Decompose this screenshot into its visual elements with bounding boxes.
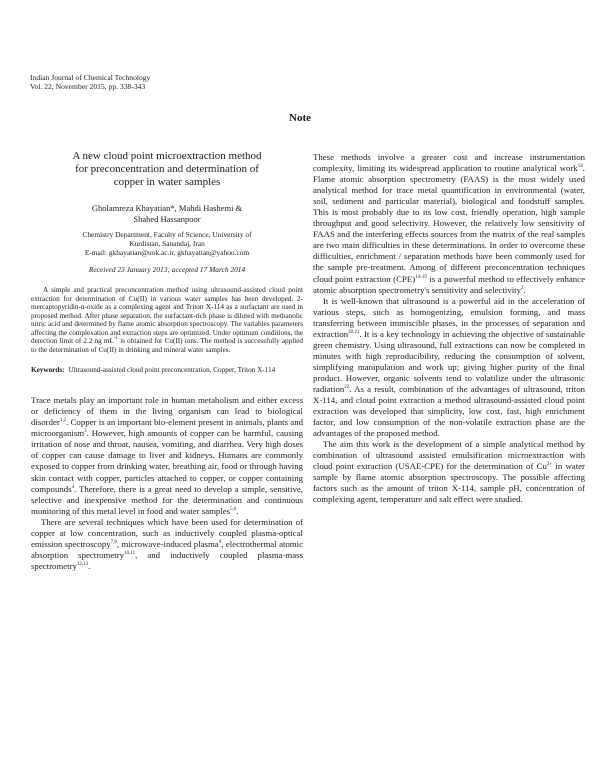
- author-email: E-mail: gkhayatian@uok.ac.ir, gkhayatian@yahoo.com: [84, 248, 250, 257]
- body-paragraph: The aim this work is the development of a simple analytical method by combination of ultrasound assisted emulsification microextraction with cloud point extraction (USAE-CPE) for the determination of $Cu^{2+}$ in water sample by flame atomic absorption spectroscopy. The possible affecting factors such as the amount of triton X-114, sample pH, concentration of complexing agent, temperature and salt effect were studied.: [313, 439, 585, 505]
- abstract: A simple and practical preconcentration method using ultrasound-assisted cloud point extraction for determination of Cu(II) in various water samples has been developed. 2-mercaptopyridin-n-oxide as a complexing agent and Triton X-114 as a surfactant are used in proposed method. After phase separation, the surfactant-rich phase is diluted with methanolic nitric acid and determined by flame atomic absorption spectroscopy. The variables parameters affecting the complexation and extraction steps are optimized. Under optimum conditions, the detection limit of 2.2 ng $mL^{-1}$ is obtained for Cu(II) ions. The method is successfully applied to the determination of Cu(II) in drinking and mineral water samples.: [31, 286, 303, 354]
- authors: Gholamreza Khayatian*, Mahdi Hashemi & Shahed Hassanpoor: [91, 203, 243, 224]
- keywords-label: Keywords:: [31, 366, 65, 375]
- section-heading: Note: [289, 112, 311, 124]
- body-paragraph: These methods involve a greater cost and increase instrumentation complexity, limiting its widespread application to routine analytical work$^{14}$. Flame atomic absorption spectrometry (FAAS) is the most widely used analytical method for trace metal quantification in environmental (water, soil, sediment and particular material), biological and foodstuff samples. This is most probably due to its low cost, friendly operation, high sample throughput and good selectivity. However, the relatively low sensitivity of FAAS and the interfering effects sources from the matrix of the real samples are two main difficulties in these determinations. In order to overcome these difficulties, enrichment / separation methods have been commonly used for the sample pre-treatment. Among of different preconcentration techniques cloud point extraction (CPE)$^{14-19}$ is a powerful method to effectively enhance atomic absorption spectrometry's sensitivity and selectivity$^2$.: [313, 152, 586, 295]
- keywords: [31, 366, 303, 375]
- body-paragraph: It is well-known that ultrasound is a powerful aid in the acceleration of various steps, such as homogenizing, emulsion forming, and mass transferring between immiscible phases, in the processes of separation and extraction$^{20,21}$. It is a key technology in achieving the objective of sustainable green chemistry. Using ultrasound, full extractions can now be completed in minutes with high reproducibility, reducing the consumption of solvent, simplifying manipulation and work up; giving higher purity of the final product. However, organic solvents tend to volatilize under the ultrasonic radiation$^{22}$. As a result, combination of the advantages of ultrasound, triton X-114, and cloud point extraction a method ultrasound-assisted cloud point extraction was developed that simplicity, low cost, fast, high enrichment factor, and low consumption of the non-volatile extraction phase are the advantages of the proposed method.: [313, 295, 585, 439]
- keywords-value: Ultrasound-assisted cloud point preconcentration, Copper, Triton X-114: [68, 366, 276, 375]
- right-column: [313, 152, 585, 506]
- body-paragraph: Trace metals play an important role in human metabolism and either excess or deficiency of them in the living organism can lead to biological disorder$^{1,2}$. Copper is an important bio-element present in animals, plants and microorganism$^3$. However, high amounts of copper can be harmful, causing irritation of nose and throat, nausea, vomiting, and diarrhea. Very high doses of copper can cause damage to liver and kidneys. Humans are commonly exposed to copper from drinking water, breathing air, food or through having skin contact with copper, particles attached to copper, or copper containing compounds$^4$. Therefore, there is a great need to develop a simple, sensitive, selective and inexpensive method for the determination and continuous monitoring of this metal level in food and water samples$^{5,6}$.: [31, 395, 303, 516]
- left-column: [31, 150, 303, 572]
- journal-header: [30, 73, 150, 91]
- received-dates: Received 23 January 2013; accepted 17 March 2014: [88, 265, 246, 274]
- body-paragraph: There are several techniques which have been used for determination of copper at low concentration, such as inductively coupled plasma-optical emission spectroscopy$^{7,8}$, microwave-induced plasma$^9$, electrothermal atomic absorption spectrometry$^{10,11}$, and inductively coupled plasma-mass spectrometry$^{12,13}$.: [31, 516, 304, 571]
- article-title: A new cloud point microextraction method for preconcentration and determination of copper in water samples: [72, 150, 262, 188]
- journal-volume: Vol. 22, November 2015, pp. 338-343: [30, 82, 146, 91]
- journal-name: Indian Journal of Chemical Technology: [30, 73, 151, 82]
- affiliation: Chemistry Department, Faculty of Science, University of Kurdistan, Sanandaj, Iran E-mail: gkhayatian@uok.ac.ir, gkhayatian@yahoo.com: [31, 230, 303, 257]
